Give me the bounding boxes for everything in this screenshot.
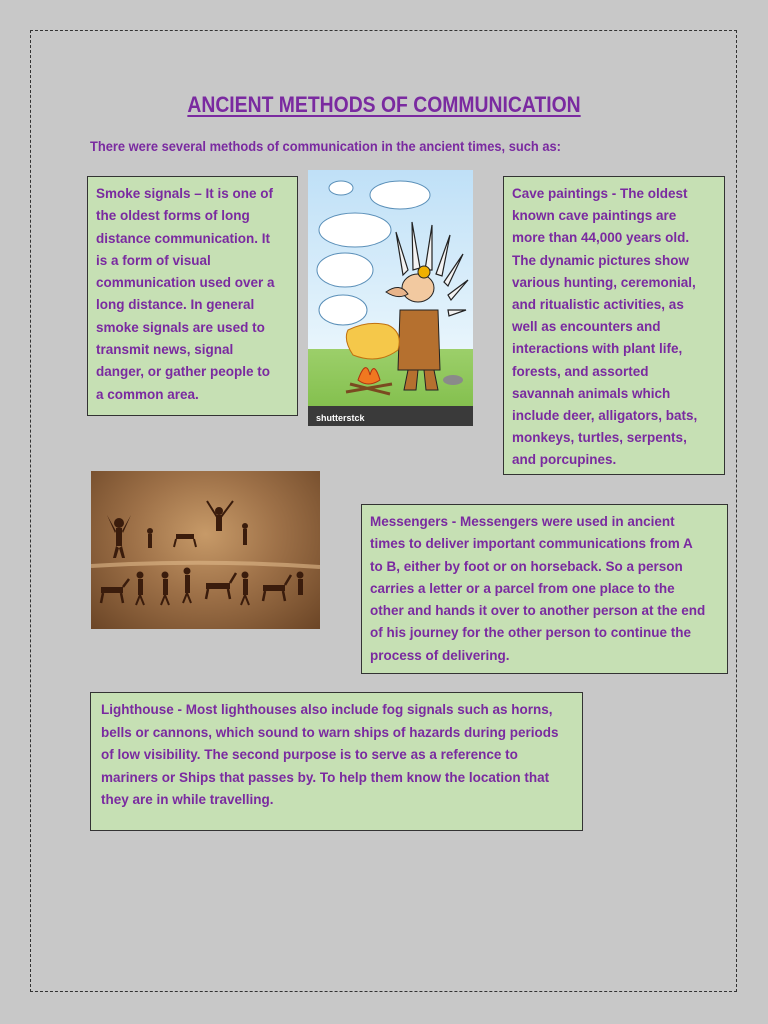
lighthouse-line: they are in while travelling. <box>101 792 274 807</box>
lighthouse-line: of low visibility. The second purpose is to serve as a reference to <box>101 747 518 762</box>
cave-line: and porcupines. <box>512 452 617 468</box>
illustration-art <box>308 170 473 426</box>
smoke-signal-illustration <box>308 170 473 426</box>
messenger-line: process of delivering. <box>370 647 510 663</box>
cave-line: monkeys, turtles, serpents, <box>512 430 687 446</box>
cave-line: The dynamic pictures show <box>512 252 690 268</box>
smoke-line: danger, or gather people to <box>96 364 271 380</box>
smoke-line: communication used over a <box>96 275 275 291</box>
lighthouse-box <box>90 692 583 831</box>
smoke-line: long distance. In general <box>96 297 255 313</box>
cave-line: and ritualistic activities, as <box>512 297 684 313</box>
cave-line: known cave paintings are <box>512 208 677 224</box>
smoke-line: is a form of visual <box>96 252 211 268</box>
messenger-line: times to deliver important communications from A <box>370 536 693 552</box>
lighthouse-line: bells or cannons, which sound to warn ships of hazards during periods <box>101 724 559 740</box>
smoke-line: smoke signals are used to <box>96 319 265 335</box>
smoke-line: transmit news, signal <box>96 342 234 358</box>
messenger-line: Messengers - Messengers were used in ancient <box>370 514 675 529</box>
cave-line: well as encounters and <box>512 319 661 335</box>
cave-line: include deer, alligators, bats, <box>512 408 698 424</box>
smoke-line: the oldest forms of long <box>96 208 250 224</box>
cave-painting-photo <box>91 471 320 629</box>
cave-paintings-box <box>503 176 725 475</box>
smoke-line: Smoke signals – It is one of <box>96 186 274 201</box>
cave-line: various hunting, ceremonial, <box>512 274 696 290</box>
messengers-box <box>361 504 728 674</box>
messenger-line: other and hands it over to another person at the end <box>370 603 706 619</box>
watermark-label: shutterstck <box>316 413 365 423</box>
page-title: ANCIENT METHODS OF COMMUNICATION <box>187 92 581 117</box>
lighthouse-line: mariners or Ships that passes by. To help them know the location that <box>101 769 550 785</box>
smoke-line: a common area. <box>96 386 199 402</box>
messenger-line: carries a letter or a parcel from one place to the <box>370 580 675 596</box>
intro-text: There were several methods of communication in the ancient times, such as: <box>90 138 561 154</box>
messenger-line: of his journey for the other person to continue the <box>370 625 692 641</box>
cave-line: interactions with plant life, <box>512 341 683 357</box>
messenger-line: to B, either by foot or on horseback. So a person <box>370 558 683 574</box>
cave-line: more than 44,000 years old. <box>512 230 690 246</box>
cave-painting-art <box>91 471 320 629</box>
smoke-line: distance communication. It <box>96 230 271 246</box>
lighthouse-line: Lighthouse - Most lighthouses also include fog signals such as horns, <box>101 702 553 717</box>
cave-line: Cave paintings - The oldest <box>512 186 688 201</box>
cave-line: savannah animals which <box>512 385 671 401</box>
smoke-signals-box <box>87 176 298 416</box>
cave-line: forests, and assorted <box>512 363 649 379</box>
